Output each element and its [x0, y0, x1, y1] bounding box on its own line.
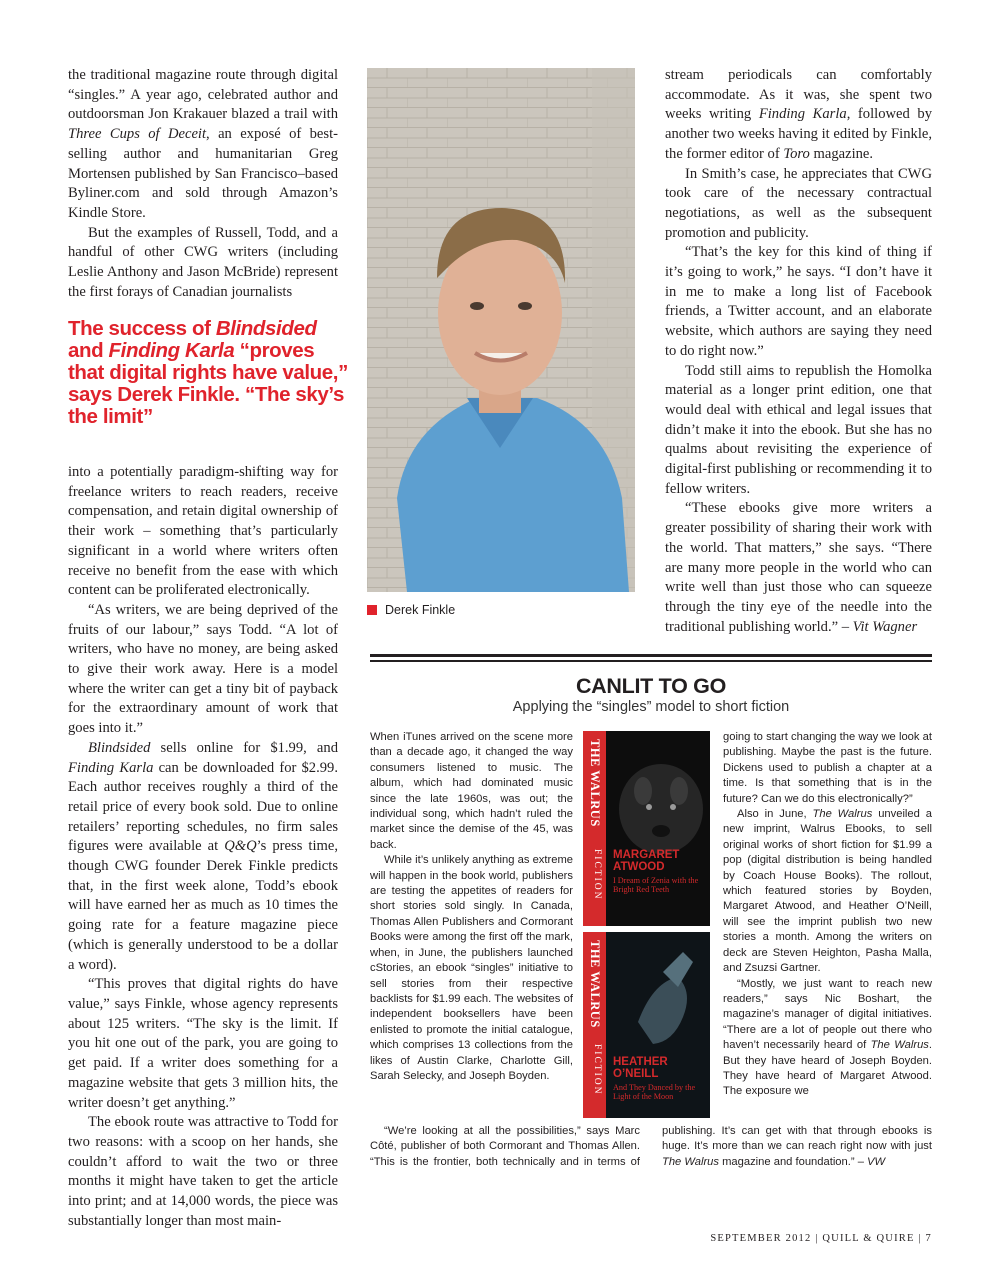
paragraph: “This proves that digital rights do have value,” says Finkle, whose agency represents about 125 writers. “The sky is the limit. If you hit one out of the park, you are going to get paid. If a writer does something for a magazine website that gets 3 million hits, the writer doesn’t get anything.” — [68, 976, 338, 1111]
book-spine-band — [583, 731, 606, 926]
paragraph: “Mostly, we just want to reach new readers,” says Nic Boshart, the magazine’s manager of digital initiatives. “There are a lot of people out there who haven’t necessarily heard of The Walrus. But they have heard of Joseph Boyden. They have heard of Margaret Atwood. The exposure we — [723, 977, 932, 1098]
sidebar-subtitle: Applying the “singles” model to short fiction — [512, 699, 790, 715]
paragraph: going to start changing the way we look at publishing. Maybe the past is the future. Dickens used to publish a chapter at a time. Is that something that is in the future? Can we do this electronically?” — [723, 731, 932, 805]
book-cover-atwood[interactable] — [583, 731, 710, 926]
paragraph: Also in June, The Walrus unveiled a new imprint, Walrus Ebooks, to sell original works of short fiction for $1.99 a pop (digital distribution is being handled by Coach House Books). The rollout, which featured stories by Boyden, Margaret Atwood, and Heather O’Neill, will see the imprint publish two new stories a month. Among the writers on deck are Steven Heighton, Pasha Malla, and Zsuzsi Gartner. — [723, 808, 932, 975]
paragraph: While it’s unlikely anything as extreme will happen in the book world, publishers are testing the appetites of readers for short stories sold singly. In Canada, Thomas Allen Publishers and Cormorant Books were among the first off the mark, when, in June, the publishers launched cStories, an ebook “singles” initiative to sell stories from their respective backlists for $1.99 each. The websites of independent booksellers have been enlisted to promote the initial catalogue, which comprises 13 collections from the likes of Austin Clarke, Charlotte Gill, Sarah Selecky, and Joseph Boyden. — [370, 854, 573, 1082]
page-footer: SEPTEMBER 2012 | QUILL & QUIRE | 7 — [710, 1233, 932, 1244]
paragraph: stream periodicals can comfortably accommodate. As it was, she spent two weeks writing Finding Karla, followed by another two weeks having it edited by Finkle, the former editor of Toro magazine. — [665, 67, 932, 162]
paragraph: Blindsided sells online for $1.99, and Finding Karla can be downloaded for $2.99. Each author receives roughly a third of the retail price of every book sold. Due to online retailers’ reporting schedules, no firm sales figures were available at Q&Q’s press time, though CWG founder Derek Finkle predicts that, in the first week alone, Todd’s ebook will have earned her as much as 10 times the going rate for a feature magazine piece (which is generally understood to be a dollar a word). — [68, 739, 338, 973]
sidebar-span-paragraph — [370, 1124, 932, 1170]
article-column-1-bottom — [68, 463, 338, 1231]
sidebar-column-1 — [370, 730, 573, 1084]
caption-text: Derek Finkle — [385, 603, 456, 617]
paragraph: But the examples of Russell, Todd, and a handful of other CWG writers (including Leslie Anthony and Jason McBride) represent the first forays of Canadian journalists — [68, 224, 338, 300]
book-series: FICTION — [592, 1044, 602, 1096]
book-title: And They Danced by the Light of the Moon — [613, 1083, 696, 1101]
paragraph: into a potentially paradigm-shifting way for freelance writers to reach readers, receive compensation, and retain digital ownership of their work – something that’s particularly significant in a world where writers often receive no benefit from the ease with which content can be proliferated electronically. — [68, 464, 338, 599]
paragraph: In Smith’s case, he appreciates that CWG took care of the necessary contractual negotiations, as well as the subsequent promotion and publicity. — [665, 165, 932, 241]
sidebar-column-2 — [723, 730, 932, 1100]
sidebar-title: CANLIT TO GO — [575, 674, 727, 698]
sidebar-rule-bottom — [370, 660, 932, 662]
pull-quote: The success of Blindsided and Finding Karla “proves that digital rights have value,” says Derek Finkle. “The sky’s the limit” — [68, 317, 348, 428]
paragraph: Todd still aims to republish the Homolka material as a longer print edition, one that would deal with ethical and legal issues that didn’t make it into the ebook. But she has no qualms about revisiting the experience of digital-first publishing or recommending it to fellow writers. — [665, 362, 932, 497]
book-imprint: THE WALRUS — [588, 940, 602, 1028]
portrait-illustration — [367, 68, 635, 592]
book-author: MARGARET ATWOOD — [613, 849, 680, 873]
book-author: HEATHER O’NEILL — [613, 1056, 668, 1080]
paragraph: The ebook route was attractive to Todd for two reasons: with a scoop on her hands, she couldn’t afford to wait the two or three months it might have taken to get the article into print; and at 14,000 words, the piece was substantially longer than most main- — [68, 1114, 338, 1229]
paragraph: the traditional magazine route through digital “singles.” A year ago, celebrated author and outdoorsman Jon Krakauer blazed a trail with Three Cups of Deceit, an exposé of best-selling author and humanitarian Greg Mortensen published by San Francisco–based Byliner.com and sold through Amazon’s Kindle Store. — [68, 67, 338, 221]
book-spine-band — [583, 932, 606, 1118]
photo-caption — [367, 603, 455, 617]
book-cover-oneill[interactable] — [583, 932, 710, 1118]
paragraph: “We’re looking at all the possibilities,” says Marc Côté, publisher of both Cormorant and Thomas Allen. “This is the frontier, both technically and in terms of publishing. It’s can get with that through ebooks is huge. It’s more than we can reach right now with just The Walrus magazine and foundation.” – VW — [370, 1125, 932, 1168]
book-title: I Dream of Zenia with the Bright Red Teeth — [613, 876, 699, 894]
article-column-3 — [665, 66, 932, 637]
paragraph: “As writers, we are being deprived of the fruits of our labour,” says Todd. “A lot of writers, who have no money, are being asked to give their work away. Here is a model where the writer can get a tiny bit of payback for the extraordinary amount of work that goes into it.” — [68, 601, 338, 737]
paragraph: “These ebooks give more writers a greater possibility of sharing their work with the world. That matters,” she says. “There are many more people in the world who can write well than just those who can squeeze through the tiny eye of the needle into the traditional publishing world.” – Vit Wagner — [665, 500, 932, 635]
book-series: FICTION — [592, 849, 602, 901]
portrait-photo — [367, 68, 635, 592]
book-imprint: THE WALRUS — [588, 739, 602, 827]
paragraph: “That’s the key for this kind of thing if it’s going to work,” he says. “I don’t have it in me to make a long list of Facebook friends, a Twitter account, and an elaborate website, which authors are saying they need to do right now.” — [665, 244, 932, 359]
paragraph: When iTunes arrived on the scene more than a decade ago, it changed the way consumers listened to music. The album, which had dominated music since the late 1960s, was out; the individual song, which hadn’t ruled the market since the demise of the 45, was back. — [370, 731, 573, 851]
article-column-1-top — [68, 66, 338, 302]
caption-marker — [367, 605, 377, 615]
sidebar-rule-top — [370, 654, 932, 657]
